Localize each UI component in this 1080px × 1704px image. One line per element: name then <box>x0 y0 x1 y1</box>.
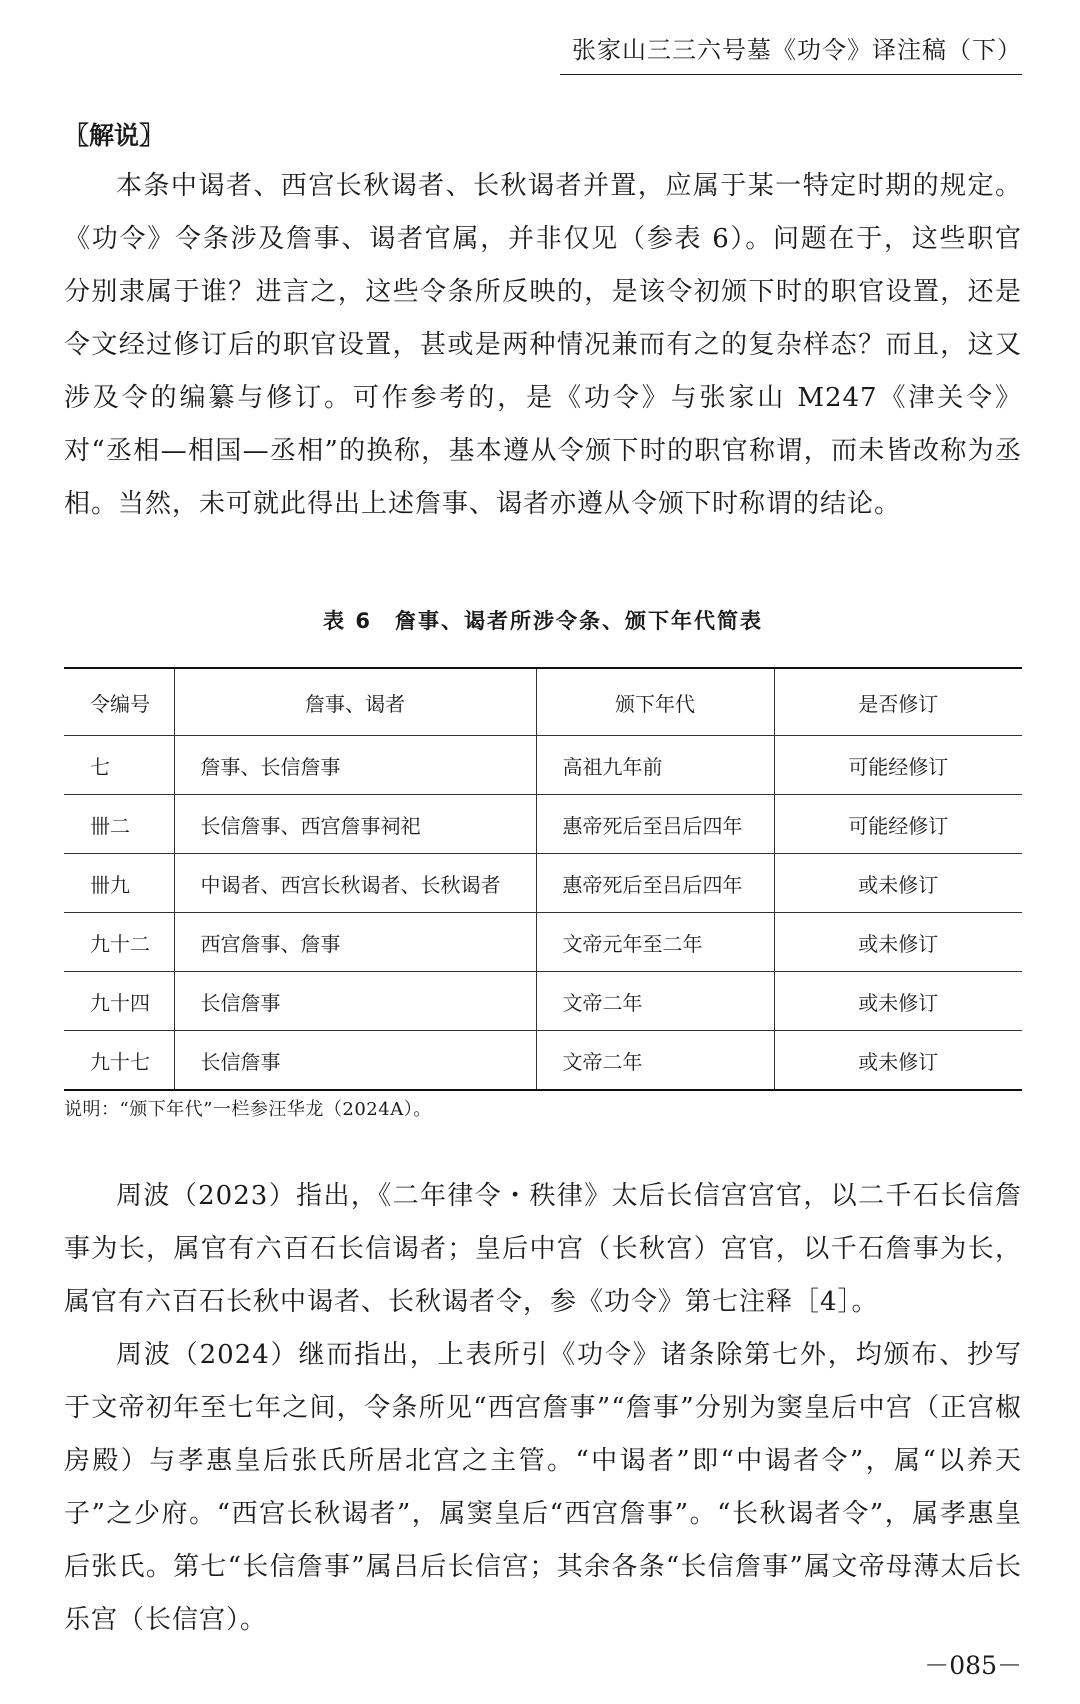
paragraph: 本条中谒者、西宫长秋谒者、长秋谒者并置，应属于某一特定时期的规定。《功令》令条涉及詹事、谒者官属，并非仅见（参表 6）。问题在于，这些职官分别隶属于谁？进言之，这些令条所反映的，是该令初颁下时的职官设置，还是令文经过修订后的职官设置，甚或是两种情况兼而有之的复杂样态？而且，这又涉及令的编纂与修订。可作参考的，是《功令》与张家山 M247《津关令》对“丞相—相国—丞相”的换称，基本遵从令颁下时的职官称谓，而未皆改称为丞相。当然，未可就此得出上述詹事、谒者亦遵从令颁下时称谓的结论。 <box>64 171 1022 519</box>
table-header-row <box>64 668 1022 736</box>
table-cell: 文帝二年 <box>536 1031 774 1091</box>
table-cell: 卌九 <box>64 854 174 913</box>
table-cell: 惠帝死后至吕后四年 <box>536 795 774 854</box>
column-header: 是否修订 <box>774 668 1022 736</box>
table-row <box>64 972 1022 1031</box>
table-cell: 长信詹事 <box>174 1031 536 1091</box>
table-cell: 或未修订 <box>774 1031 1022 1091</box>
paragraph: 周波（2023）指出，《二年律令・秩律》太后长信宫宫官，以二千石长信詹事为长，属官有六百石长信谒者；皇后中宫（长秋宫）宫官，以千石詹事为长，属官有六百石长秋中谒者、长秋谒者令，参《功令》第七注释［4］。 <box>64 1181 1022 1317</box>
column-header: 令编号 <box>64 668 174 736</box>
table-cell: 长信詹事、西宫詹事祠祀 <box>174 795 536 854</box>
table-row <box>64 913 1022 972</box>
table-cell: 高祖九年前 <box>536 736 774 795</box>
table-cell: 或未修订 <box>774 972 1022 1031</box>
table-cell: 中谒者、西宫长秋谒者、长秋谒者 <box>174 854 536 913</box>
table-row <box>64 1031 1022 1091</box>
table-row <box>64 854 1022 913</box>
table-cell: 或未修订 <box>774 913 1022 972</box>
section-heading: 〖解说〗 <box>64 121 165 150</box>
body-text-top <box>64 160 1022 531</box>
table-cell: 惠帝死后至吕后四年 <box>536 854 774 913</box>
running-header <box>560 34 1022 75</box>
table-note: 说明：“颁下年代”一栏参汪华龙（2024A）。 <box>64 1099 432 1120</box>
table-cell: 九十七 <box>64 1031 174 1091</box>
table-row <box>64 795 1022 854</box>
table-cell: 文帝元年至二年 <box>536 913 774 972</box>
running-title: 张家山三三六号墓《功令》译注稿（下） <box>572 36 1022 64</box>
data-table <box>64 667 1022 1091</box>
column-header: 颁下年代 <box>536 668 774 736</box>
page-number: －085－ <box>924 1651 1022 1680</box>
table-cell: 九十二 <box>64 913 174 972</box>
table-cell: 詹事、长信詹事 <box>174 736 536 795</box>
table-cell: 可能经修订 <box>774 736 1022 795</box>
table-caption: 表 6 詹事、谒者所涉令条、颁下年代简表 <box>323 609 763 633</box>
table-cell: 西宫詹事、詹事 <box>174 913 536 972</box>
table-cell: 卌二 <box>64 795 174 854</box>
body-text-bottom <box>64 1170 1022 1647</box>
table-cell: 九十四 <box>64 972 174 1031</box>
table-cell: 文帝二年 <box>536 972 774 1031</box>
column-header: 詹事、谒者 <box>174 668 536 736</box>
table-cell: 七 <box>64 736 174 795</box>
paragraph: 周波（2024）继而指出，上表所引《功令》诸条除第七外，均颁布、抄写于文帝初年至七年之间，令条所见“西宫詹事”“詹事”分别为窦皇后中宫（正宫椒房殿）与孝惠皇后张氏所居北宫之主管。“中谒者”即“中谒者令”，属“以养天子”之少府。“西宫长秋谒者”，属窦皇后“西宫詹事”。“长秋谒者令”，属孝惠皇后张氏。第七“长信詹事”属吕后长信宫；其余各条“长信詹事”属文帝母薄太后长乐宫（长信宫）。 <box>64 1340 1022 1635</box>
table-row <box>64 736 1022 795</box>
table-cell: 或未修订 <box>774 854 1022 913</box>
table-cell: 可能经修订 <box>774 795 1022 854</box>
table-cell: 长信詹事 <box>174 972 536 1031</box>
